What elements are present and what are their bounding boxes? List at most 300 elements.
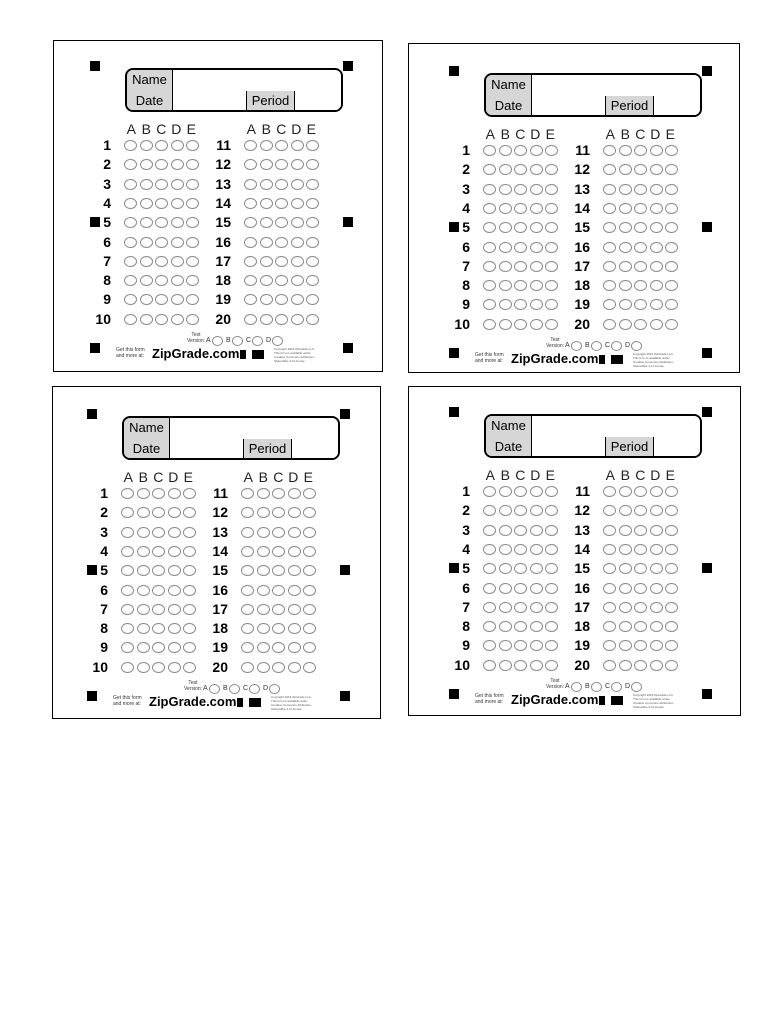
answer-bubble-c[interactable] (634, 261, 647, 272)
answer-bubble-c[interactable] (634, 525, 647, 536)
answer-bubble-e[interactable] (545, 280, 558, 291)
answer-bubble-a[interactable] (124, 256, 137, 267)
answer-bubble-c[interactable] (275, 198, 288, 209)
answer-bubble-a[interactable] (603, 280, 616, 291)
answer-bubble-a[interactable] (244, 256, 257, 267)
answer-bubble-a[interactable] (121, 585, 134, 596)
answer-bubble-d[interactable] (530, 544, 543, 555)
answer-bubble-e[interactable] (183, 488, 196, 499)
answer-bubble-b[interactable] (257, 488, 270, 499)
answer-bubble-c[interactable] (155, 237, 168, 248)
answer-bubble-c[interactable] (514, 583, 527, 594)
answer-bubble-c[interactable] (275, 217, 288, 228)
answer-bubble-e[interactable] (545, 242, 558, 253)
answer-bubble-a[interactable] (603, 203, 616, 214)
answer-bubble-b[interactable] (257, 507, 270, 518)
answer-bubble-d[interactable] (530, 640, 543, 651)
answer-bubble-e[interactable] (183, 546, 196, 557)
answer-bubble-e[interactable] (186, 294, 199, 305)
answer-bubble-d[interactable] (291, 314, 304, 325)
answer-bubble-b[interactable] (619, 203, 632, 214)
answer-bubble-b[interactable] (140, 314, 153, 325)
answer-bubble-c[interactable] (152, 585, 165, 596)
answer-bubble-b[interactable] (499, 164, 512, 175)
answer-bubble-b[interactable] (499, 563, 512, 574)
answer-bubble-c[interactable] (272, 507, 285, 518)
answer-bubble-d[interactable] (171, 179, 184, 190)
answer-bubble-e[interactable] (183, 662, 196, 673)
answer-bubble-c[interactable] (155, 217, 168, 228)
answer-bubble-e[interactable] (545, 660, 558, 671)
answer-bubble-b[interactable] (257, 662, 270, 673)
answer-bubble-e[interactable] (186, 198, 199, 209)
answer-bubble-d[interactable] (288, 662, 301, 673)
answer-bubble-c[interactable] (272, 604, 285, 615)
answer-bubble-b[interactable] (499, 261, 512, 272)
answer-bubble-a[interactable] (483, 660, 496, 671)
answer-bubble-e[interactable] (665, 184, 678, 195)
answer-bubble-b[interactable] (137, 604, 150, 615)
answer-bubble-d[interactable] (530, 242, 543, 253)
answer-bubble-b[interactable] (619, 145, 632, 156)
answer-bubble-d[interactable] (530, 505, 543, 516)
answer-bubble-c[interactable] (152, 623, 165, 634)
answer-bubble-b[interactable] (137, 546, 150, 557)
answer-bubble-d[interactable] (650, 280, 663, 291)
answer-bubble-b[interactable] (137, 662, 150, 673)
answer-bubble-b[interactable] (140, 294, 153, 305)
answer-bubble-d[interactable] (650, 164, 663, 175)
answer-bubble-a[interactable] (121, 488, 134, 499)
answer-bubble-a[interactable] (483, 505, 496, 516)
answer-bubble-e[interactable] (303, 527, 316, 538)
answer-bubble-a[interactable] (603, 164, 616, 175)
answer-bubble-e[interactable] (665, 261, 678, 272)
answer-bubble-a[interactable] (483, 640, 496, 651)
answer-bubble-b[interactable] (499, 544, 512, 555)
answer-bubble-d[interactable] (650, 299, 663, 310)
name-field[interactable] (532, 416, 700, 437)
answer-bubble-d[interactable] (288, 507, 301, 518)
answer-bubble-a[interactable] (124, 217, 137, 228)
answer-bubble-b[interactable] (499, 242, 512, 253)
answer-bubble-c[interactable] (634, 544, 647, 555)
answer-bubble-c[interactable] (272, 565, 285, 576)
answer-bubble-e[interactable] (545, 544, 558, 555)
answer-bubble-a[interactable] (121, 642, 134, 653)
answer-bubble-d[interactable] (650, 486, 663, 497)
answer-bubble-b[interactable] (499, 621, 512, 632)
answer-bubble-c[interactable] (634, 563, 647, 574)
answer-bubble-c[interactable] (514, 660, 527, 671)
answer-bubble-b[interactable] (619, 621, 632, 632)
answer-bubble-b[interactable] (260, 314, 273, 325)
answer-bubble-e[interactable] (665, 280, 678, 291)
answer-bubble-b[interactable] (619, 261, 632, 272)
answer-bubble-d[interactable] (530, 583, 543, 594)
answer-bubble-d[interactable] (168, 565, 181, 576)
answer-bubble-d[interactable] (291, 159, 304, 170)
answer-bubble-e[interactable] (545, 184, 558, 195)
answer-bubble-c[interactable] (272, 546, 285, 557)
answer-bubble-d[interactable] (291, 198, 304, 209)
answer-bubble-d[interactable] (650, 261, 663, 272)
answer-bubble-c[interactable] (272, 623, 285, 634)
answer-bubble-c[interactable] (514, 319, 527, 330)
answer-bubble-b[interactable] (619, 544, 632, 555)
answer-bubble-a[interactable] (241, 585, 254, 596)
answer-bubble-d[interactable] (530, 184, 543, 195)
answer-bubble-e[interactable] (545, 261, 558, 272)
answer-bubble-e[interactable] (306, 314, 319, 325)
answer-bubble-a[interactable] (483, 242, 496, 253)
answer-bubble-d[interactable] (288, 642, 301, 653)
answer-bubble-c[interactable] (272, 662, 285, 673)
answer-bubble-a[interactable] (241, 546, 254, 557)
answer-bubble-d[interactable] (530, 319, 543, 330)
answer-bubble-a[interactable] (121, 604, 134, 615)
answer-bubble-d[interactable] (291, 256, 304, 267)
answer-bubble-e[interactable] (186, 140, 199, 151)
answer-bubble-b[interactable] (257, 527, 270, 538)
answer-bubble-b[interactable] (499, 640, 512, 651)
answer-bubble-d[interactable] (650, 660, 663, 671)
answer-bubble-b[interactable] (257, 546, 270, 557)
answer-bubble-d[interactable] (291, 237, 304, 248)
answer-bubble-c[interactable] (634, 299, 647, 310)
answer-bubble-a[interactable] (603, 544, 616, 555)
answer-bubble-a[interactable] (121, 546, 134, 557)
answer-bubble-c[interactable] (152, 662, 165, 673)
answer-bubble-c[interactable] (514, 602, 527, 613)
answer-bubble-c[interactable] (514, 505, 527, 516)
version-bubble-b[interactable] (591, 682, 602, 692)
answer-bubble-c[interactable] (634, 486, 647, 497)
answer-bubble-a[interactable] (483, 486, 496, 497)
answer-bubble-c[interactable] (634, 280, 647, 291)
answer-bubble-d[interactable] (171, 198, 184, 209)
answer-bubble-c[interactable] (514, 222, 527, 233)
answer-bubble-a[interactable] (244, 217, 257, 228)
answer-bubble-d[interactable] (650, 505, 663, 516)
answer-bubble-d[interactable] (530, 145, 543, 156)
answer-bubble-a[interactable] (241, 604, 254, 615)
version-bubble-c[interactable] (249, 684, 260, 694)
answer-bubble-e[interactable] (303, 546, 316, 557)
answer-bubble-b[interactable] (140, 237, 153, 248)
answer-bubble-c[interactable] (634, 583, 647, 594)
answer-bubble-a[interactable] (483, 261, 496, 272)
answer-bubble-e[interactable] (665, 544, 678, 555)
answer-bubble-b[interactable] (619, 602, 632, 613)
answer-bubble-e[interactable] (545, 563, 558, 574)
answer-bubble-b[interactable] (499, 222, 512, 233)
answer-bubble-c[interactable] (634, 184, 647, 195)
answer-bubble-a[interactable] (124, 179, 137, 190)
answer-bubble-b[interactable] (619, 660, 632, 671)
answer-bubble-e[interactable] (183, 604, 196, 615)
name-field[interactable] (170, 418, 338, 439)
answer-bubble-b[interactable] (499, 184, 512, 195)
answer-bubble-e[interactable] (306, 237, 319, 248)
answer-bubble-c[interactable] (514, 280, 527, 291)
answer-bubble-b[interactable] (619, 242, 632, 253)
answer-bubble-d[interactable] (530, 203, 543, 214)
answer-bubble-c[interactable] (155, 314, 168, 325)
answer-bubble-d[interactable] (650, 222, 663, 233)
answer-bubble-d[interactable] (530, 621, 543, 632)
answer-bubble-d[interactable] (530, 164, 543, 175)
answer-bubble-a[interactable] (603, 640, 616, 651)
answer-bubble-d[interactable] (171, 256, 184, 267)
answer-bubble-a[interactable] (603, 184, 616, 195)
answer-bubble-b[interactable] (260, 140, 273, 151)
answer-bubble-d[interactable] (168, 604, 181, 615)
answer-bubble-d[interactable] (168, 662, 181, 673)
answer-bubble-d[interactable] (530, 280, 543, 291)
answer-bubble-e[interactable] (186, 179, 199, 190)
answer-bubble-d[interactable] (291, 217, 304, 228)
answer-bubble-c[interactable] (152, 527, 165, 538)
answer-bubble-a[interactable] (124, 198, 137, 209)
answer-bubble-a[interactable] (244, 314, 257, 325)
answer-bubble-c[interactable] (514, 203, 527, 214)
answer-bubble-d[interactable] (650, 602, 663, 613)
answer-bubble-a[interactable] (603, 563, 616, 574)
answer-bubble-b[interactable] (257, 585, 270, 596)
answer-bubble-d[interactable] (288, 546, 301, 557)
answer-bubble-c[interactable] (514, 242, 527, 253)
answer-bubble-d[interactable] (650, 203, 663, 214)
version-bubble-d[interactable] (269, 684, 280, 694)
answer-bubble-c[interactable] (275, 294, 288, 305)
answer-bubble-d[interactable] (650, 525, 663, 536)
answer-bubble-a[interactable] (483, 203, 496, 214)
answer-bubble-a[interactable] (121, 507, 134, 518)
answer-bubble-a[interactable] (483, 299, 496, 310)
answer-bubble-b[interactable] (619, 640, 632, 651)
answer-bubble-d[interactable] (168, 623, 181, 634)
answer-bubble-d[interactable] (171, 140, 184, 151)
answer-bubble-b[interactable] (499, 602, 512, 613)
answer-bubble-d[interactable] (530, 525, 543, 536)
answer-bubble-d[interactable] (530, 563, 543, 574)
answer-bubble-d[interactable] (168, 585, 181, 596)
answer-bubble-a[interactable] (244, 140, 257, 151)
answer-bubble-a[interactable] (483, 525, 496, 536)
version-bubble-c[interactable] (252, 336, 263, 346)
answer-bubble-e[interactable] (665, 242, 678, 253)
answer-bubble-e[interactable] (545, 583, 558, 594)
answer-bubble-a[interactable] (124, 314, 137, 325)
answer-bubble-c[interactable] (275, 179, 288, 190)
answer-bubble-e[interactable] (186, 217, 199, 228)
answer-bubble-c[interactable] (155, 256, 168, 267)
answer-bubble-c[interactable] (275, 275, 288, 286)
answer-bubble-e[interactable] (306, 294, 319, 305)
answer-bubble-b[interactable] (137, 527, 150, 538)
answer-bubble-b[interactable] (619, 299, 632, 310)
answer-bubble-c[interactable] (275, 159, 288, 170)
answer-bubble-a[interactable] (603, 621, 616, 632)
answer-bubble-c[interactable] (514, 145, 527, 156)
answer-bubble-e[interactable] (186, 237, 199, 248)
answer-bubble-b[interactable] (499, 319, 512, 330)
answer-bubble-d[interactable] (530, 222, 543, 233)
answer-bubble-d[interactable] (530, 486, 543, 497)
answer-bubble-c[interactable] (634, 602, 647, 613)
answer-bubble-c[interactable] (634, 145, 647, 156)
answer-bubble-e[interactable] (545, 145, 558, 156)
answer-bubble-c[interactable] (152, 507, 165, 518)
answer-bubble-a[interactable] (483, 602, 496, 613)
answer-bubble-b[interactable] (619, 222, 632, 233)
answer-bubble-a[interactable] (483, 145, 496, 156)
answer-bubble-a[interactable] (121, 565, 134, 576)
answer-bubble-c[interactable] (634, 222, 647, 233)
answer-bubble-d[interactable] (171, 237, 184, 248)
answer-bubble-d[interactable] (288, 604, 301, 615)
period-field[interactable] (654, 96, 700, 117)
answer-bubble-c[interactable] (634, 203, 647, 214)
answer-bubble-c[interactable] (155, 275, 168, 286)
answer-bubble-e[interactable] (186, 256, 199, 267)
answer-bubble-c[interactable] (275, 237, 288, 248)
answer-bubble-a[interactable] (244, 159, 257, 170)
answer-bubble-e[interactable] (665, 621, 678, 632)
answer-bubble-b[interactable] (619, 184, 632, 195)
answer-bubble-d[interactable] (168, 642, 181, 653)
answer-bubble-c[interactable] (514, 164, 527, 175)
answer-bubble-a[interactable] (603, 145, 616, 156)
answer-bubble-d[interactable] (171, 294, 184, 305)
version-bubble-b[interactable] (229, 684, 240, 694)
version-bubble-d[interactable] (272, 336, 283, 346)
answer-bubble-a[interactable] (603, 602, 616, 613)
answer-bubble-e[interactable] (665, 602, 678, 613)
answer-bubble-b[interactable] (140, 179, 153, 190)
answer-bubble-a[interactable] (241, 507, 254, 518)
answer-bubble-e[interactable] (545, 222, 558, 233)
answer-bubble-d[interactable] (650, 145, 663, 156)
answer-bubble-c[interactable] (275, 256, 288, 267)
answer-bubble-c[interactable] (514, 525, 527, 536)
answer-bubble-b[interactable] (499, 505, 512, 516)
version-bubble-c[interactable] (611, 341, 622, 351)
answer-bubble-c[interactable] (634, 621, 647, 632)
answer-bubble-a[interactable] (244, 275, 257, 286)
answer-bubble-b[interactable] (137, 642, 150, 653)
answer-bubble-a[interactable] (603, 525, 616, 536)
answer-bubble-d[interactable] (288, 488, 301, 499)
answer-bubble-b[interactable] (260, 275, 273, 286)
answer-bubble-b[interactable] (499, 660, 512, 671)
answer-bubble-e[interactable] (665, 583, 678, 594)
answer-bubble-d[interactable] (288, 623, 301, 634)
answer-bubble-c[interactable] (634, 164, 647, 175)
answer-bubble-e[interactable] (665, 525, 678, 536)
date-field[interactable] (173, 91, 247, 112)
answer-bubble-c[interactable] (514, 261, 527, 272)
answer-bubble-d[interactable] (530, 660, 543, 671)
answer-bubble-b[interactable] (140, 140, 153, 151)
answer-bubble-c[interactable] (272, 488, 285, 499)
answer-bubble-b[interactable] (137, 565, 150, 576)
version-bubble-c[interactable] (611, 682, 622, 692)
answer-bubble-c[interactable] (152, 488, 165, 499)
answer-bubble-e[interactable] (303, 488, 316, 499)
answer-bubble-d[interactable] (530, 602, 543, 613)
answer-bubble-a[interactable] (483, 280, 496, 291)
answer-bubble-e[interactable] (665, 164, 678, 175)
answer-bubble-c[interactable] (275, 314, 288, 325)
version-bubble-a[interactable] (571, 682, 582, 692)
answer-bubble-a[interactable] (241, 527, 254, 538)
answer-bubble-e[interactable] (303, 507, 316, 518)
answer-bubble-a[interactable] (241, 662, 254, 673)
answer-bubble-a[interactable] (121, 662, 134, 673)
answer-bubble-c[interactable] (634, 660, 647, 671)
answer-bubble-a[interactable] (603, 222, 616, 233)
answer-bubble-a[interactable] (244, 198, 257, 209)
answer-bubble-a[interactable] (241, 565, 254, 576)
answer-bubble-c[interactable] (152, 604, 165, 615)
answer-bubble-d[interactable] (291, 140, 304, 151)
answer-bubble-e[interactable] (545, 319, 558, 330)
answer-bubble-b[interactable] (140, 217, 153, 228)
answer-bubble-b[interactable] (499, 525, 512, 536)
answer-bubble-a[interactable] (241, 642, 254, 653)
answer-bubble-b[interactable] (619, 486, 632, 497)
answer-bubble-c[interactable] (275, 140, 288, 151)
answer-bubble-a[interactable] (603, 660, 616, 671)
date-field[interactable] (170, 439, 244, 460)
answer-bubble-b[interactable] (260, 217, 273, 228)
answer-bubble-d[interactable] (650, 319, 663, 330)
answer-bubble-e[interactable] (183, 565, 196, 576)
answer-bubble-a[interactable] (483, 319, 496, 330)
answer-bubble-e[interactable] (665, 222, 678, 233)
answer-bubble-d[interactable] (171, 275, 184, 286)
period-field[interactable] (292, 439, 338, 460)
answer-bubble-b[interactable] (260, 159, 273, 170)
answer-bubble-a[interactable] (483, 184, 496, 195)
answer-bubble-d[interactable] (650, 184, 663, 195)
name-field[interactable] (532, 75, 700, 96)
answer-bubble-a[interactable] (603, 299, 616, 310)
answer-bubble-b[interactable] (260, 179, 273, 190)
answer-bubble-e[interactable] (183, 507, 196, 518)
answer-bubble-b[interactable] (619, 319, 632, 330)
answer-bubble-b[interactable] (619, 525, 632, 536)
answer-bubble-d[interactable] (650, 563, 663, 574)
answer-bubble-e[interactable] (665, 640, 678, 651)
answer-bubble-e[interactable] (183, 585, 196, 596)
answer-bubble-c[interactable] (155, 294, 168, 305)
answer-bubble-a[interactable] (241, 623, 254, 634)
answer-bubble-a[interactable] (121, 527, 134, 538)
answer-bubble-a[interactable] (124, 140, 137, 151)
answer-bubble-e[interactable] (303, 565, 316, 576)
name-field[interactable] (173, 70, 341, 91)
answer-bubble-e[interactable] (183, 642, 196, 653)
answer-bubble-e[interactable] (665, 319, 678, 330)
answer-bubble-a[interactable] (124, 275, 137, 286)
answer-bubble-e[interactable] (665, 486, 678, 497)
answer-bubble-e[interactable] (545, 299, 558, 310)
answer-bubble-c[interactable] (152, 642, 165, 653)
answer-bubble-a[interactable] (483, 563, 496, 574)
